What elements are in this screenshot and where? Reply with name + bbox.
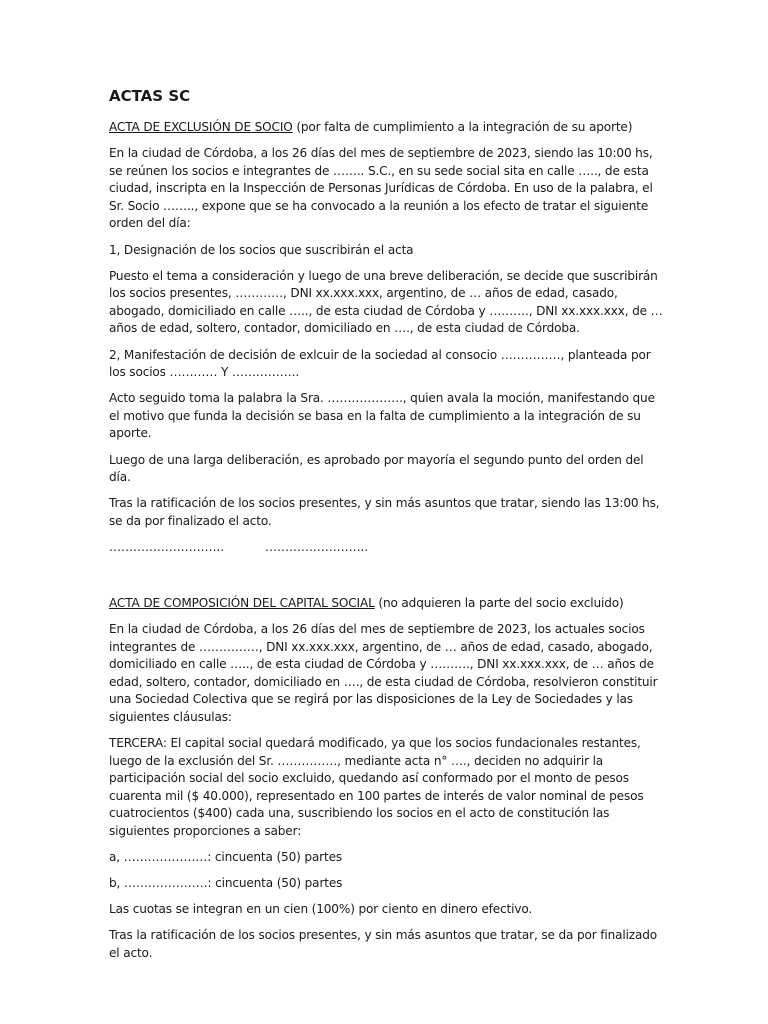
acta1-heading-note: (por falta de cumplimiento a la integración de su aporte) <box>292 120 633 134</box>
document-title: ACTAS SC <box>109 87 191 105</box>
acta2-heading-title: ACTA DE COMPOSICIÓN DEL CAPITAL SOCIAL <box>109 595 375 610</box>
acta1-paragraph-7: Tras la ratificación de los socios presentes, y sin más asuntos que tratar, siendo las 13:00 hs, se da por finalizado el acto. <box>109 496 660 528</box>
acta2-paragraph-3: a, …………………: cincuenta (50) partes <box>109 850 343 865</box>
acta1-heading-title: ACTA DE EXCLUSIÓN DE SOCIO <box>109 120 293 134</box>
acta1-paragraph-6: Luego de una larga deliberación, es aprobado por mayoría el segundo punto del orden del día. <box>109 452 644 485</box>
document-page <box>109 86 664 971</box>
acta2-paragraph-6: Tras la ratificación de los socios presentes, y sin más asuntos que tratar, se da por finalizado el acto. <box>109 928 658 960</box>
acta1-paragraph-5: Acto seguido toma la palabra la Sra. ………………., quien avala la moción, manifestando que el motivo que funda la decisión se basa en la falta de cumplimiento a la integración de su aporte. <box>109 391 655 441</box>
acta2-paragraph-4: b, …………………: cincuenta (50) partes <box>109 876 343 891</box>
signature-line-2: …………………….. <box>265 539 368 554</box>
signature-line-1: ……………………….. <box>109 539 224 554</box>
acta1-paragraph-3: Puesto el tema a consideración y luego de una breve deliberación, se decide que suscribirán los socios presentes, …………, DNI xx.xxx.xxx, argentino, de … años de edad, casado, abogado, domiciliado en calle ….., de esta ciudad de Córdoba y ………., DNI xx.xxx.xxx, de … años de edad, soltero, contador, domiciliado en …., de esta ciudad de Córdoba. <box>109 268 663 336</box>
acta1-heading <box>109 119 664 137</box>
acta2-paragraph-1: En la ciudad de Córdoba, a los 26 días del mes de septiembre de 2023, los actuales socios integrantes de ……………, DNI xx.xxx.xxx, argentino, de … años de edad, casado, abogado, domiciliado en calle ….., de esta ciudad de Córdoba y ………., DNI xx.xxx.xxx, de … años de edad, soltero, contador, domiciliado en …., de esta ciudad de Córdoba, resolvieron constituir una Sociedad Colectiva que se regirá por las disposiciones de la Ley de Sociedades y las siguientes cláusulas: <box>109 621 658 724</box>
acta2-paragraph-5: Las cuotas se integran en un cien (100%) por ciento en dinero efectivo. <box>109 902 533 917</box>
signature-lines <box>109 539 664 557</box>
acta1-paragraph-4: 2, Manifestación de decisión de exlcuir de la sociedad al consocio ……………, planteada por los socios ………… Y …………….. <box>109 347 651 380</box>
acta1-paragraph-1: En la ciudad de Córdoba, a los 26 días del mes de septiembre de 2023, siendo las 10:00 hs, se reúnen los socios e integrantes de …….. S.C., en su sede social sita en calle ….., de esta ciudad, inscripta en la Inspección de Personas Jurídicas de Córdoba. En uso de la palabra, el Sr. Socio …….., expone que se ha convocado a la reunión a los efecto de tratar el siguiente orden del día: <box>109 146 653 231</box>
acta2-paragraph-2: TERCERA: El capital social quedará modificado, ya que los socios fundacionales restantes, luego de la exclusión del Sr. ……………, mediante acta n° …., deciden no adquirir la participación social del socio excluido, quedando así conformado por el monto de pesos cuarenta mil ($ 40.000), representado en 100 partes de interés de valor nominal de pesos cuatrocientos ($400) cada una, suscribiendo los socios en el acto de constitución las siguientes proporciones a saber: <box>109 736 644 838</box>
acta1-paragraph-2: 1, Designación de los socios que suscribirán el acta <box>109 242 414 257</box>
acta2-heading <box>109 595 664 613</box>
acta2-heading-note: (no adquieren la parte del socio excluido) <box>374 595 624 610</box>
section-spacer <box>109 557 664 595</box>
